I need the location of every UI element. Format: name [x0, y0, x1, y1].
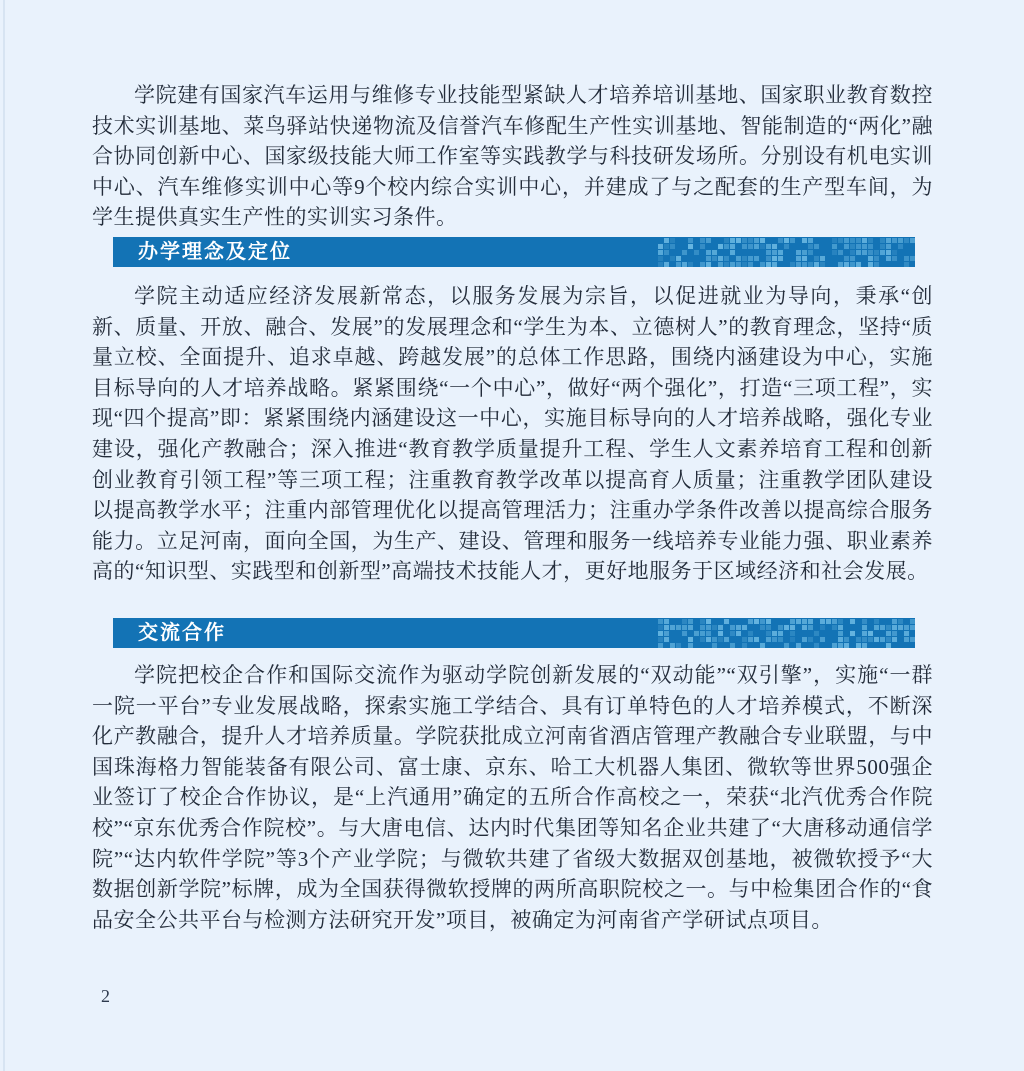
cooperation-paragraph: 学院把校企合作和国际交流作为驱动学院创新发展的“双动能”“双引擎”，实施“一群一院一平台”专业发展战略，探索实施工学结合、具有订单特色的人才培养模式，不断深化产教融合，提升人才培养质量。学院获批成立河南省酒店管理产教融合专业联盟，与中国珠海格力智能装备有限公司、富士康、京东、哈工大机器人集团、微软等世界500强企业签订了校企合作协议，是“上汽通用”确定的五所合作高校之一，荣获“北汽优秀合作院校”“京东优秀合作院校”。与大唐电信、达内时代集团等知名企业共建了“大唐移动通信学院”“达内软件学院”等3个产业学院；与微软共建了省级大数据双创基地，被微软授予“大数据创新学院”标牌，成为全国获得微软授牌的两所高职院校之一。与中检集团合作的“食品安全公共平台与检测方法研究开发”项目，被确定为河南省产学研试点项目。: [92, 663, 933, 932]
section-title-philosophy: 办学理念及定位: [138, 241, 292, 263]
section-title-cooperation: 交流合作: [138, 622, 226, 644]
philosophy-paragraph: 学院主动适应经济发展新常态，以服务发展为宗旨，以促进就业为导向，秉承“创新、质量、开放、融合、发展”的发展理念和“学生为本、立德树人”的教育理念，坚持“质量立校、全面提升、追求卓越、跨越发展”的总体工作思路，围绕内涵建设为中心，实施目标导向的人才培养战略。紧紧围绕“一个中心”，做好“两个强化”，打造“三项工程”，实现“四个提高”即：紧紧围绕内涵建设这一中心，实施目标导向的人才培养战略，强化专业建设，强化产教融合；深入推进“教育教学质量提升工程、学生人文素养培育工程和创新创业教育引领工程”等三项工程；注重教育教学改革以提高育人质量；注重教学团队建设以提高教学水平；注重内部管理优化以提高管理活力；注重办学条件改善以提高综合服务能力。立足河南，面向全国，为生产、建设、管理和服务一线培养专业能力强、职业素养高的“知识型、实践型和创新型”高端技术技能人才，更好地服务于区域经济和社会发展。: [92, 284, 933, 584]
mosaic-pattern-icon: [657, 618, 915, 648]
section-header-philosophy: [113, 237, 915, 267]
mosaic-pattern-icon: [657, 237, 915, 267]
section-header-cooperation: [113, 618, 915, 648]
intro-paragraph: 学院建有国家汽车运用与维修专业技能型紧缺人才培养培训基地、国家职业教育数控技术实训基地、菜鸟驿站快递物流及信誉汽车修配生产性实训基地、智能制造的“两化”融合协同创新中心、国家级技能大师工作室等实践教学与科技研发场所。分别设有机电实训中心、汽车维修实训中心等9个校内综合实训中心，并建成了与之配套的生产型车间，为学生提供真实生产性的实训实习条件。: [92, 83, 933, 230]
page-number: 2: [101, 986, 110, 1006]
